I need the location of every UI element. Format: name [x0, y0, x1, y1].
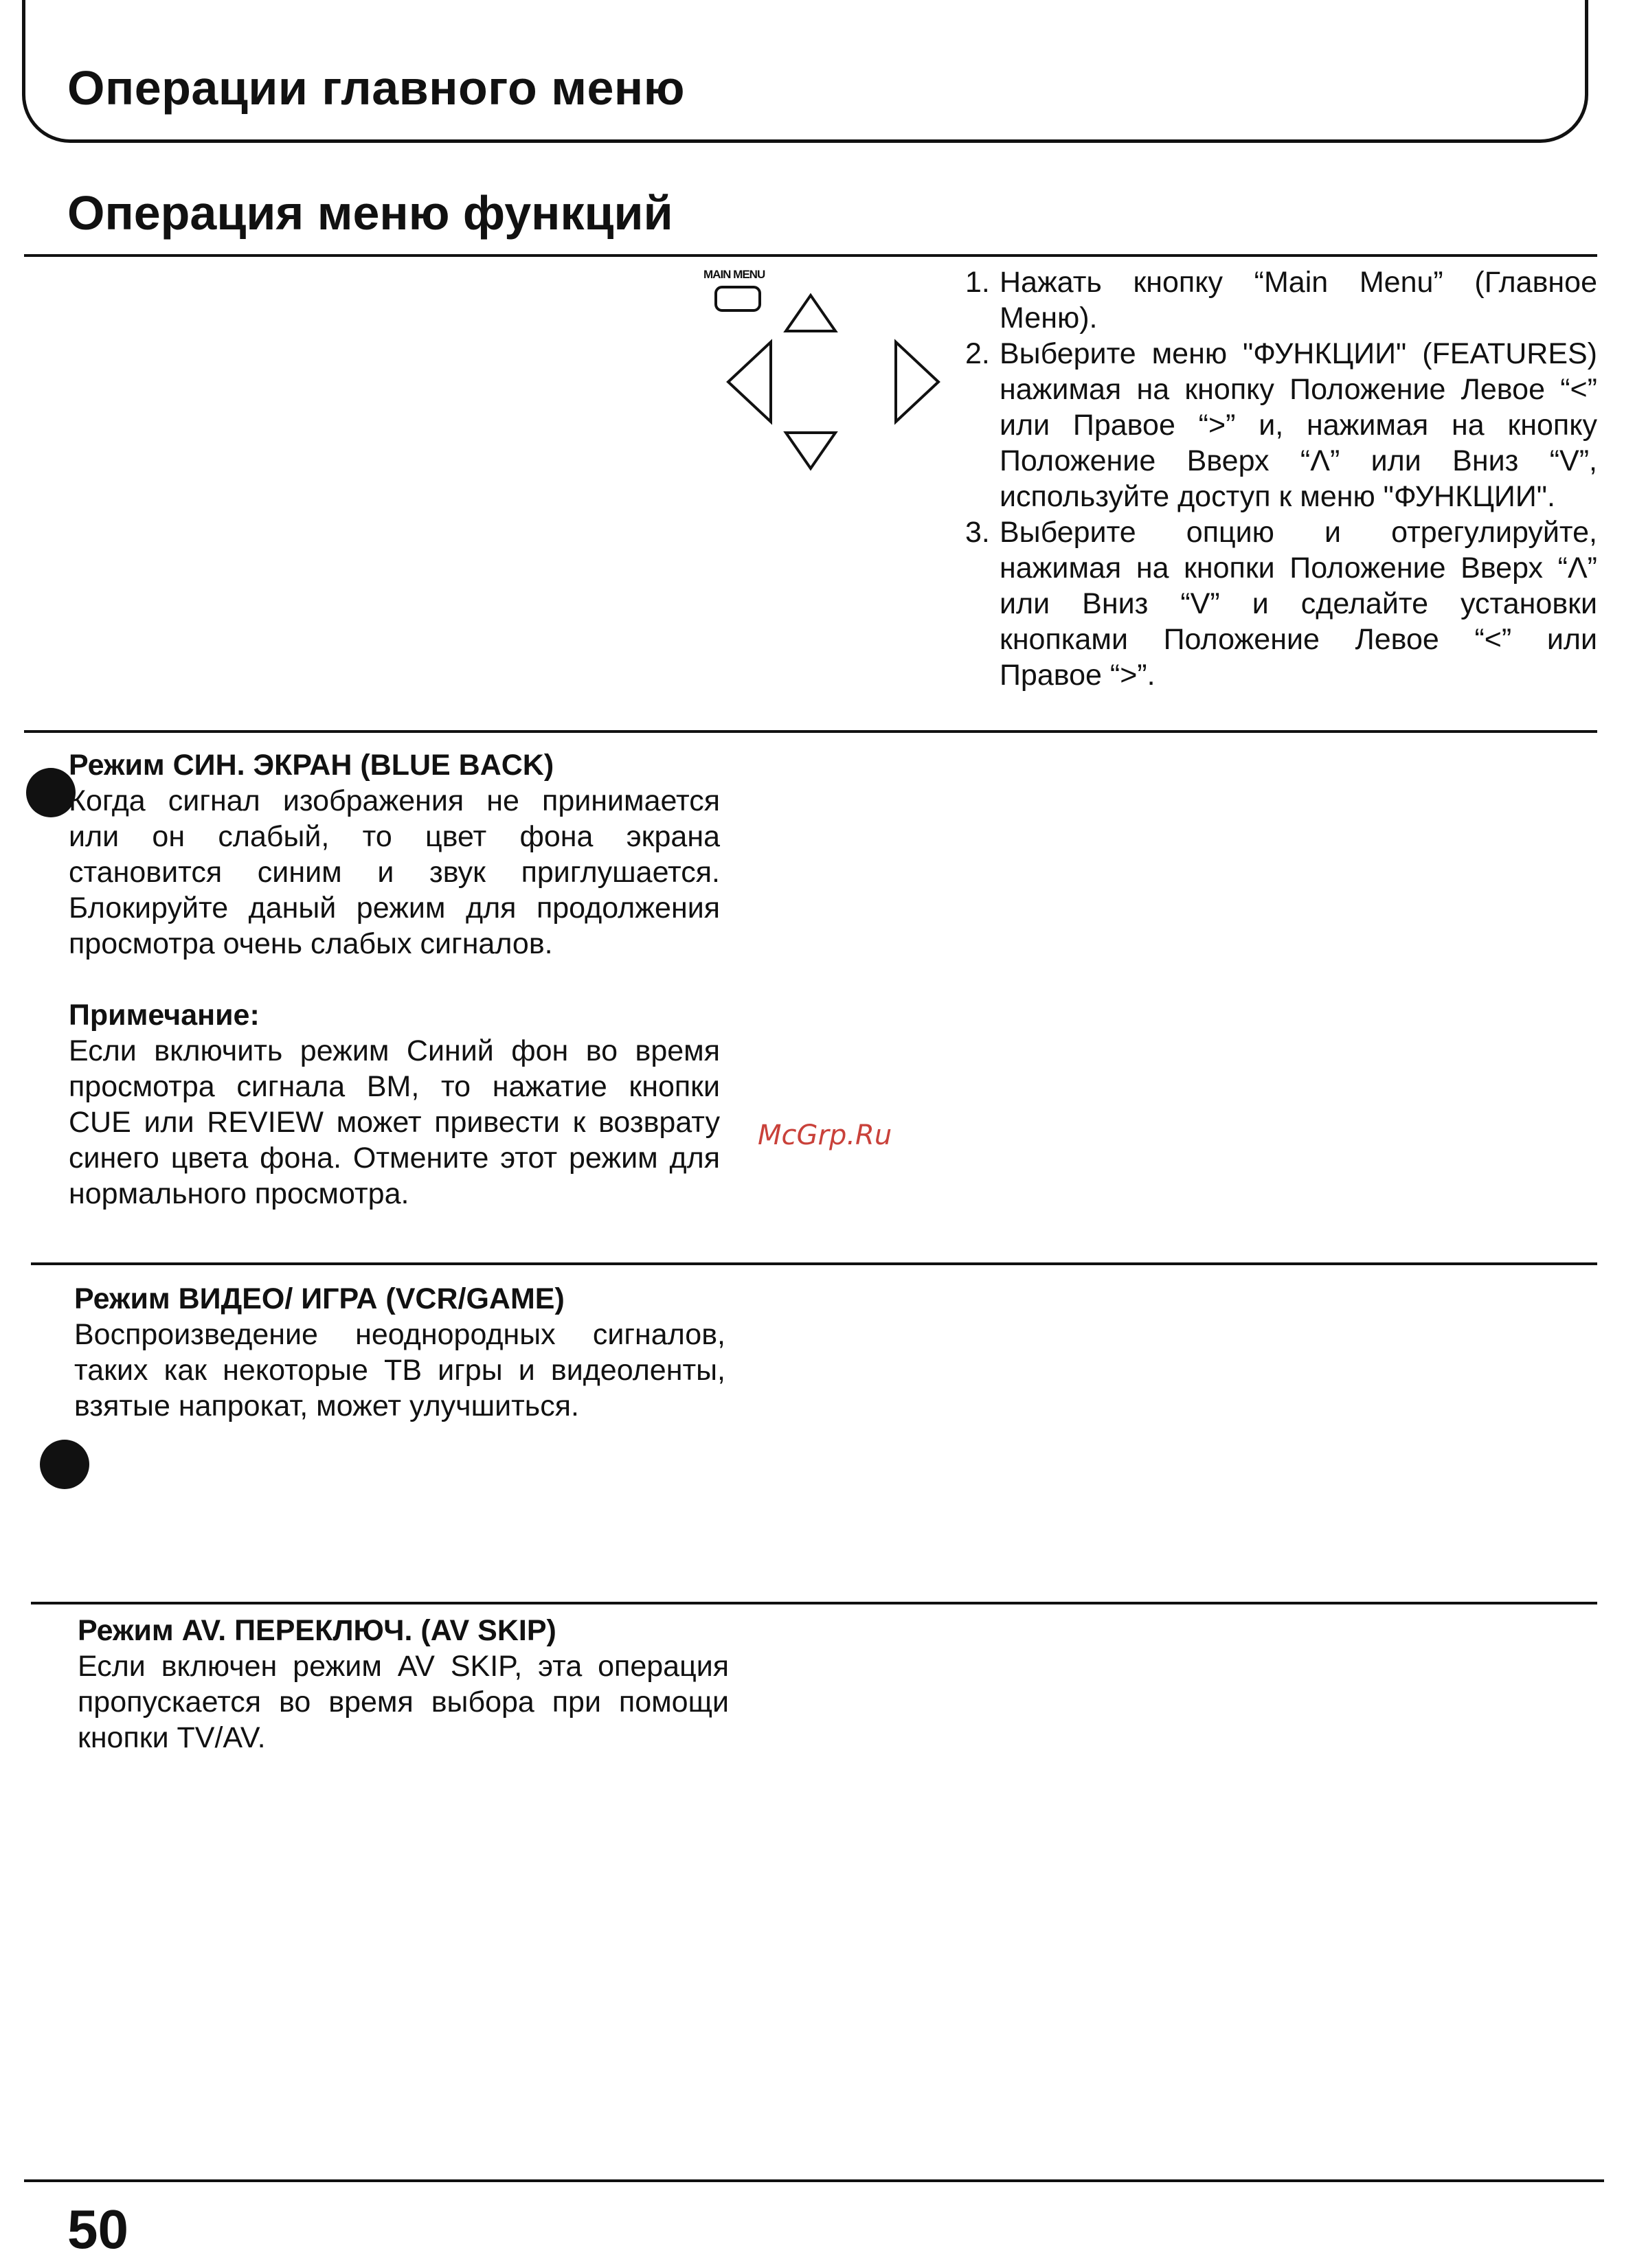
step-item: [965, 514, 1597, 693]
note-text: Если включить режим Синий фон во время просмотра сигнала ВМ, то нажатие кнопки CUE или REVIEW может привести к возврату синего цвета фона. Отмените этот режим для нормального просмотра.: [69, 1034, 720, 1210]
vcr-game-text: Воспроизведение неоднородных сигналов, таких как некоторые ТВ игры и видеоленты, взятые напрокат, может улучшиться.: [74, 1318, 725, 1422]
divider-vcr-game: [31, 1262, 1597, 1265]
divider-blue-back: [24, 730, 1597, 733]
step-number: 1.: [965, 266, 990, 299]
header-title: Операции главного меню: [67, 61, 685, 115]
left-arrow-icon: [728, 342, 771, 422]
step-text: Нажать кнопку “Main Menu” (Главное Меню).: [1000, 266, 1597, 334]
section-rule: [24, 254, 1597, 257]
step-item: [965, 336, 1597, 514]
watermark: McGrp.Ru: [758, 1120, 892, 1151]
steps-list: [965, 264, 1597, 693]
down-arrow-icon: [786, 433, 835, 468]
step-number: 2.: [965, 337, 990, 370]
up-arrow-icon: [786, 295, 835, 331]
av-skip-section: [78, 1613, 729, 1756]
right-arrow-icon: [896, 342, 938, 422]
vcr-game-title: Режим ВИДЕО/ ИГРА (VCR/GAME): [74, 1282, 565, 1315]
av-skip-text: Если включен режим AV SKIP, эта операция пропускается во время выбора при помощи кнопки TV/AV.: [78, 1650, 729, 1754]
page-number: 50: [67, 2199, 128, 2260]
step-number: 3.: [965, 516, 990, 549]
main-menu-label: MAIN MENU: [703, 268, 765, 281]
step-text: Выберите меню "ФУНКЦИИ" (FEATURES) нажимая на кнопку Положение Левое “<” или Правое “>” и, нажимая на кнопку Положение Вверх “Λ” или Вниз “V”, используйте доступ к меню "ФУНКЦИИ".: [1000, 337, 1597, 513]
av-skip-title: Режим AV. ПЕРЕКЛЮЧ. (AV SKIP): [78, 1614, 556, 1647]
step-text: Выберите опцию и отрегулируйте, нажимая на кнопки Положение Вверх “Λ” или Вниз “V” и сделайте установки кнопками Положение Левое “<” или Правое “>”.: [1000, 516, 1597, 692]
section-title: Операция меню функций: [67, 186, 673, 240]
blue-back-text: Когда сигнал изображения не принимается или он слабый, то цвет фона экрана становится синим и звук приглушается. Блокируйте даный режим для продолжения просмотра очень слабых сигналов.: [69, 784, 720, 960]
step-item: [965, 264, 1597, 336]
remote-diagram: [701, 268, 941, 488]
divider-av-skip: [31, 1602, 1597, 1604]
main-menu-button-icon: [716, 287, 760, 310]
blue-back-section: [69, 747, 720, 1212]
bullet-icon: [40, 1440, 89, 1489]
vcr-game-section: [74, 1281, 725, 1424]
blue-back-title: Режим СИН. ЭКРАН (BLUE BACK): [69, 749, 554, 782]
remote-buttons-graphic: [701, 268, 941, 488]
footer-rule: [24, 2179, 1604, 2182]
note-title: Примечание:: [69, 999, 260, 1032]
